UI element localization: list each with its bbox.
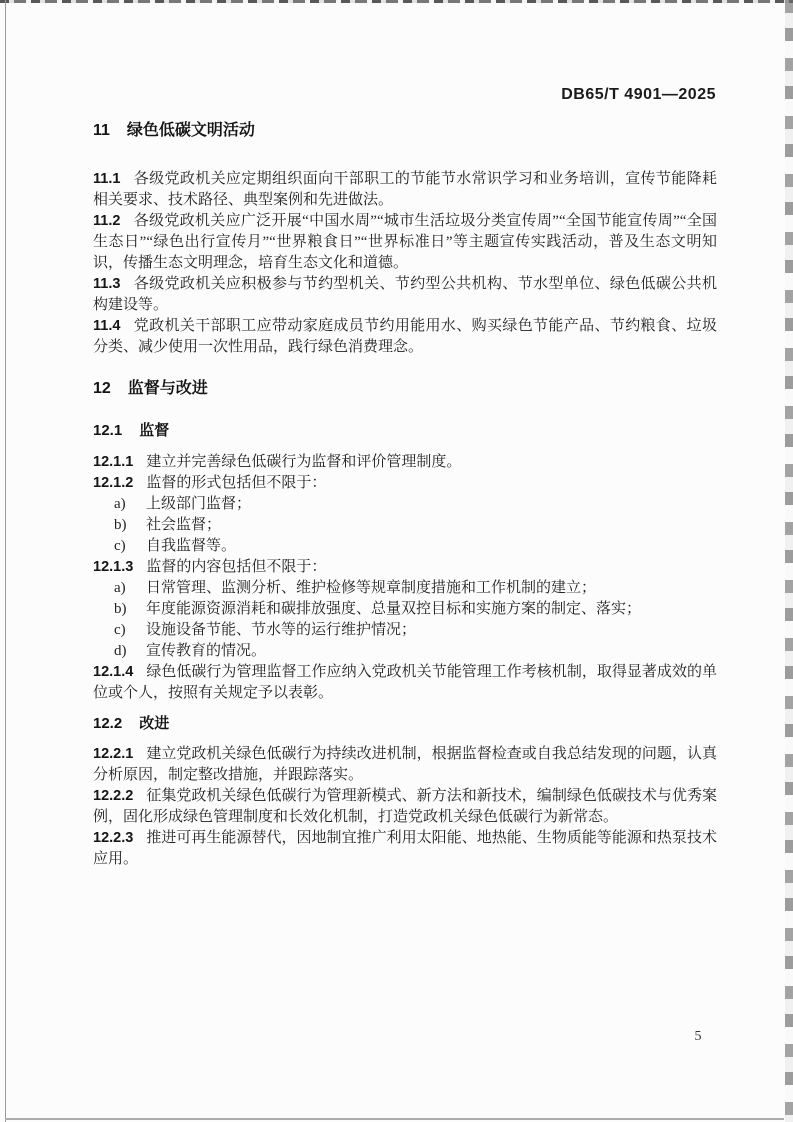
clause-number: 11.1: [93, 171, 121, 187]
list-item-c: [93, 620, 717, 641]
clause-number: 11.2: [93, 213, 121, 229]
clause-11-2: [93, 211, 717, 274]
subsection-heading-12-1: [93, 421, 717, 440]
subsection-heading-12-2: [93, 714, 717, 733]
section-number: 12: [93, 380, 111, 397]
clause-text: 各级党政机关应定期组织面向干部职工的节能节水常识学习和业务培训，宣传节能降耗相关要求、技术路径、典型案例和先进做法。: [93, 171, 717, 208]
list-item-a: [93, 578, 717, 599]
clause-11-1: [93, 169, 717, 211]
clause-number: 12.1.3: [93, 559, 134, 575]
clause-12-1-1: [93, 452, 717, 473]
clause-number: 12.1.1: [93, 454, 134, 470]
scan-edge-left: [5, 0, 6, 1122]
section-number: 11: [93, 122, 110, 139]
clause-text: 建立党政机关绿色低碳行为持续改进机制，根据监督检查或自我总结发现的问题，认真分析原因，制定整改措施，并跟踪落实。: [93, 746, 717, 783]
item-label: c): [114, 622, 126, 638]
clause-12-1-3: [93, 557, 717, 578]
section-heading-11: [93, 121, 717, 140]
item-text: 社会监督；: [146, 517, 222, 533]
list-item-d: [93, 641, 717, 662]
clause-number: 12.1.4: [93, 664, 134, 680]
list-item-b: [93, 515, 717, 536]
clause-text: 征集党政机关绿色低碳行为管理新模式、新方法和新技术，编制绿色低碳技术与优秀案例，固化形成绿色管理制度和长效化机制，打造党政机关绿色低碳行为新常态。: [93, 788, 717, 825]
subsection-12-1-clauses: [93, 452, 717, 704]
clause-12-2-1: [93, 744, 717, 786]
item-text: 上级部门监督；: [146, 496, 252, 512]
clause-text: 监督的内容包括但不限于：: [146, 559, 327, 575]
list-item-c: [93, 536, 717, 557]
clause-number: 11.3: [93, 276, 121, 292]
item-text: 自我监督等。: [146, 538, 237, 554]
item-label: a): [114, 496, 126, 512]
scan-edge-top: [0, 0, 793, 3]
subsection-number: 12.1: [93, 422, 123, 439]
item-text: 设施设备节能、节水等的运行维护情况；: [146, 622, 417, 638]
item-label: d): [114, 643, 127, 659]
subsection-number: 12.2: [93, 715, 123, 732]
list-item-b: [93, 599, 717, 620]
clause-11-4: [93, 316, 717, 358]
list-item-a: [93, 494, 717, 515]
clause-text: 各级党政机关应积极参与节约型机关、节约型公共机构、节水型单位、绿色低碳公共机构建设等。: [93, 276, 717, 313]
clause-12-1-2: [93, 473, 717, 494]
item-label: b): [114, 601, 127, 617]
subsection-title-text: 监督: [139, 422, 170, 439]
clause-number: 12.1.2: [93, 475, 134, 491]
clause-text: 党政机关干部职工应带动家庭成员节约用能用水、购买绿色节能产品、节约粮食、垃圾分类、减少使用一次性用品，践行绿色消费理念。: [93, 318, 717, 355]
clause-text: 监督的形式包括但不限于：: [146, 475, 327, 491]
scan-edge-bottom: [5, 1118, 784, 1120]
clause-text: 各级党政机关应广泛开展“中国水周”“城市生活垃圾分类宣传周”“全国节能宣传周”“全国生态日”“绿色出行宣传月”“世界粮食日”“世界标准日”等主题宣传实践活动，普及生态文明知识，传播生态文明理念，培育生态文化和道德。: [93, 213, 717, 271]
item-text: 宣传教育的情况。: [146, 643, 267, 659]
clause-text: 绿色低碳行为管理监督工作应纳入党政机关节能管理工作考核机制，取得显著成效的单位或个人，按照有关规定予以表彰。: [93, 664, 717, 701]
clause-text: 推进可再生能源替代，因地制宜推广利用太阳能、地热能、生物质能等能源和热泵技术应用。: [93, 830, 717, 867]
item-text: 年度能源资源消耗和碳排放强度、总量双控目标和实施方案的制定、落实；: [146, 601, 642, 617]
section-title-text: 监督与改进: [127, 380, 208, 397]
clause-number: 11.4: [93, 318, 121, 334]
standard-code-header: DB65/T 4901—2025: [561, 86, 716, 103]
item-label: b): [114, 517, 127, 533]
clause-11-3: [93, 274, 717, 316]
subsection-12-2-clauses: [93, 744, 717, 870]
page-number: 5: [694, 1029, 702, 1044]
clause-12-1-4: [93, 662, 717, 704]
section-heading-12: [93, 379, 717, 398]
clause-text: 建立并完善绿色低碳行为监督和评价管理制度。: [146, 454, 462, 470]
item-text: 日常管理、监测分析、维护检修等规章制度措施和工作机制的建立；: [146, 580, 597, 596]
clause-number: 12.2.3: [93, 830, 134, 846]
document-body: [93, 121, 717, 870]
scan-edge-right: [785, 0, 793, 1122]
clause-number: 12.2.2: [93, 788, 134, 804]
section-title-text: 绿色低碳文明活动: [126, 122, 255, 139]
clause-12-2-3: [93, 828, 717, 870]
clause-number: 12.2.1: [93, 746, 134, 762]
clause-12-2-2: [93, 786, 717, 828]
subsection-title-text: 改进: [139, 715, 170, 732]
item-label: c): [114, 538, 126, 554]
item-label: a): [114, 580, 126, 596]
section-11-clauses: [93, 169, 717, 358]
